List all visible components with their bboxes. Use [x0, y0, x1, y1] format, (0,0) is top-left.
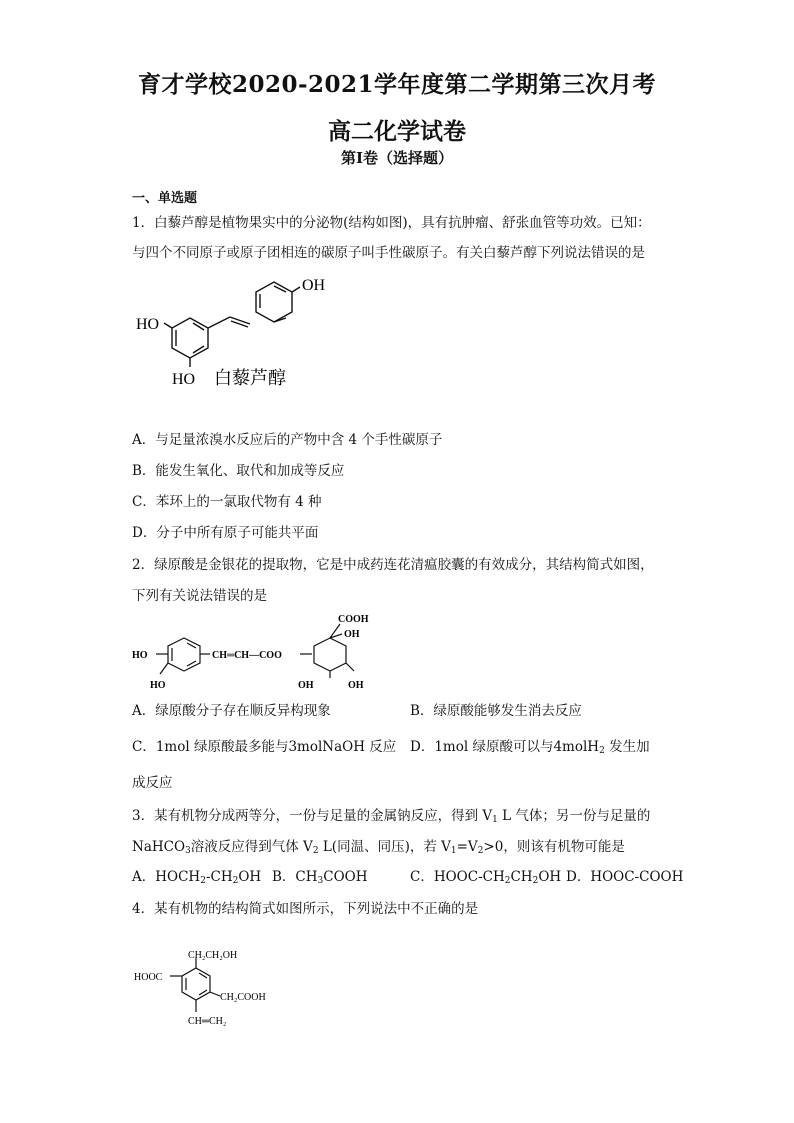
- fig1-ho-left: HO: [136, 316, 160, 333]
- q1-option-a: A．与足量浓溴水反应后的产物中含 4 个手性碳原子: [132, 432, 443, 448]
- q3-stem-line2: NaHCO$_3$溶液反应得到气体 $V_2$ L(同温、同压)，若 $V_1=V_2>0$，则该有机物可能是: [132, 839, 625, 856]
- q1-option-d: D．分子中所有原子可能共平面: [132, 525, 319, 541]
- q1-option-c: C．苯环上的一氯取代物有 4 种: [132, 494, 322, 510]
- fig2-chain: CH═CH—COO: [212, 650, 282, 661]
- fig1-compound-name: 白藜芦醇: [214, 368, 286, 389]
- section-heading: 一、单选题: [132, 191, 198, 206]
- q3-stem-line1: 3．某有机物分成两等分，一份与足量的金属钠反应，得到 $V_1$ L 气体；另一份与足量的: [132, 808, 651, 825]
- fig2-cooh: COOH: [338, 614, 369, 625]
- q2-stem-line2: 下列有关说法错误的是: [132, 588, 267, 604]
- fig1-ho-bottom: HO: [172, 371, 196, 388]
- fig2-oh-2: OH: [298, 680, 314, 691]
- exam-subtitle: 高二化学试卷: [328, 118, 466, 145]
- exam-title: 育才学校2020-2021学年度第二学期第三次月考: [137, 71, 657, 98]
- q3-option-b: B．$CH_3COOH$: [272, 869, 368, 886]
- fig1-oh-top: OH: [302, 277, 326, 294]
- fig2-oh-1: OH: [344, 629, 360, 640]
- q2-option-c: C．1mol 绿原酸最多能与3molNaOH 反应: [132, 739, 397, 755]
- q2-option-a: A．绿原酸分子存在顺反异构现象: [132, 703, 331, 719]
- fig4-bottom: CH═CH₂: [188, 1016, 227, 1027]
- fig4-top: CH₂CH₂OH: [188, 950, 238, 961]
- q4-stem-line1: 4．某有机物的结构简式如图所示，下列说法中不正确的是: [132, 901, 479, 917]
- fig2-ho-2: HO: [150, 680, 166, 691]
- q3-option-a: A．$HOCH_2-CH_2OH$: [132, 869, 262, 886]
- chlorogenic-acid-structure: [130, 608, 390, 696]
- q2-option-d: D．1mol 绿原酸可以与4molH$_2$ 发生加: [410, 739, 650, 756]
- q1-stem-line1: 1．白藜芦醇是植物果实中的分泌物(结构如图)，具有抗肿瘤、舒张血管等功效。已知：: [132, 215, 651, 231]
- fig2-ho-1: HO: [132, 650, 148, 661]
- fig4-left: HOOC: [134, 972, 163, 983]
- q1-option-b: B．能发生氧化、取代和加成等反应: [132, 463, 345, 479]
- fig2-oh-3: OH: [348, 680, 364, 691]
- q2-stem-line1: 2．绿原酸是金银花的提取物，它是中成药连花清瘟胶囊的有效成分，其结构简式如图，: [132, 557, 654, 573]
- q3-option-c: C．HOOC-$CH_2CH_2OH$: [410, 869, 562, 886]
- resveratrol-structure: [130, 270, 350, 394]
- q2-option-d-cont: 成反应: [132, 775, 173, 791]
- q3-option-d: D．HOOC-COOH: [566, 869, 684, 885]
- fig4-right: CH₂COOH: [220, 992, 266, 1003]
- q4-structure: [130, 944, 290, 1030]
- part-heading: 第I卷（选择题）: [340, 149, 454, 167]
- q1-stem-line2: 与四个不同原子或原子团相连的碳原子叫手性碳原子。有关白藜芦醇下列说法错误的是: [132, 245, 645, 261]
- q2-option-b: B．绿原酸能够发生消去反应: [410, 703, 582, 719]
